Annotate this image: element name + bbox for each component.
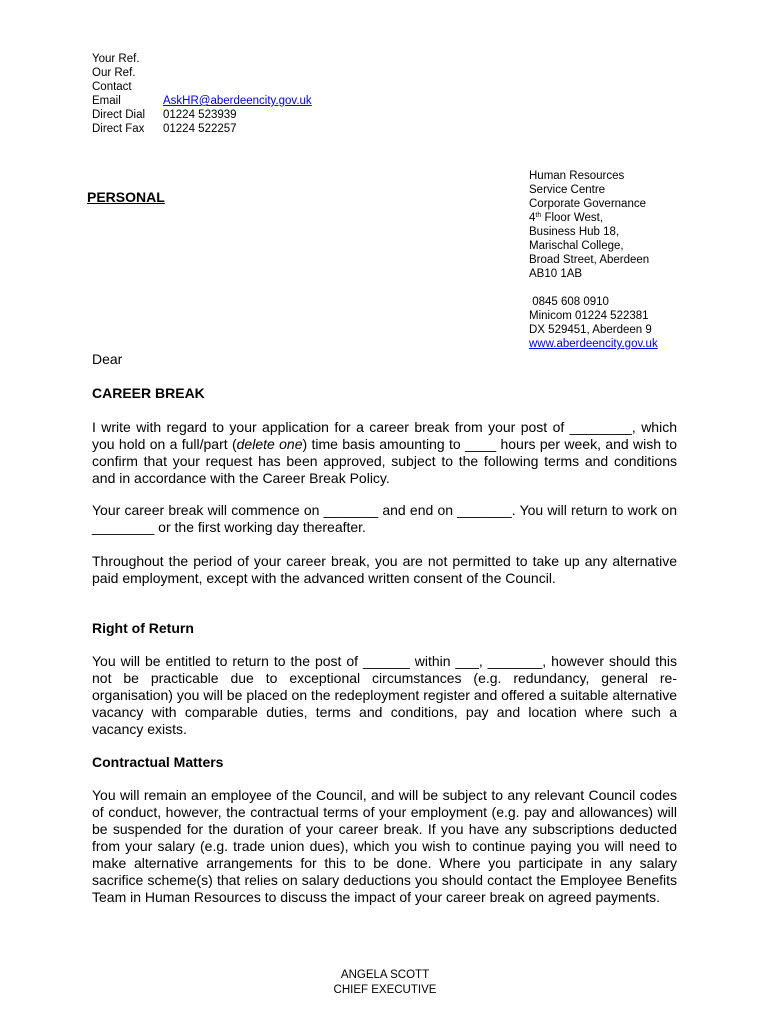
contact-row [92,80,312,94]
paragraph-return [92,653,677,738]
address-line-1: Human Resources [529,170,625,182]
signature-footer [0,968,770,998]
direct-dial-label: Direct Dial [92,109,146,121]
para1-emphasis: delete one [236,436,303,452]
direct-dial-row [92,108,312,122]
para1-text-a: I write with regard to your application for a career break from your post of ________, which you hold on a full/part ( [92,419,677,452]
floor-number: 4 [529,212,536,224]
heading-contractual-matters: Contractual Matters [92,754,224,770]
your-ref-label: Your Ref. [92,53,140,65]
floor-suffix: th [535,212,542,219]
direct-fax-label: Direct Fax [92,123,145,135]
floor-rest: Floor West, [541,212,604,224]
contact-label: Contact [92,81,132,93]
address-line-4 [529,211,649,225]
direct-dial-value: 01224 523939 [163,109,237,121]
paragraph-contractual [92,787,677,906]
direct-fax-row [92,122,312,136]
sender-address [529,169,649,281]
direct-fax-value: 01224 522257 [163,123,237,135]
sender-contact [529,295,658,351]
minicom-number: Minicom 01224 522381 [529,310,649,322]
personal-label: PERSONAL [87,189,165,205]
para2-text: Your career break will commence on _______ and end on _______. You will return to work on ________ or the first working day thereafter. [92,502,677,535]
address-line-7: Broad Street, Aberdeen [529,254,650,266]
para3-text: Throughout the period of your career break, you are not permitted to take up any alternative paid employment, except with the advanced written consent of the Council. [92,553,677,586]
reference-block [92,52,312,136]
phone-number-text: 0845 608 0910 [532,296,609,308]
website-row [529,337,658,351]
para4-text: You will be entitled to return to the post of ______ within ___, _______, however should this not be practicable due to exceptional circumstances (e.g. redundancy, general re-organisation) you will be placed on the redeployment register and offered a suitable alternative vacancy with comparable duties, terms and conditions, pay and location where such a vacancy exists. [92,653,677,737]
your-ref-row [92,52,312,66]
our-ref-label: Our Ref. [92,67,136,79]
heading-right-of-return: Right of Return [92,620,194,636]
address-line-5: Business Hub 18, [529,226,620,238]
website-link[interactable]: www.aberdeencity.gov.uk [529,338,658,350]
signatory-name: ANGELA SCOTT [340,969,430,981]
paragraph-dates [92,502,677,536]
address-line-2: Service Centre [529,184,606,196]
letter-title: CAREER BREAK [92,385,205,401]
para5-text: You will remain an employee of the Council, and will be subject to any relevant Council codes of conduct, however, the contractual terms of your employment (e.g. pay and allowances) will be suspended for the duration of your career break. If you have any subscriptions deducted from your salary (e.g. trade union dues), which you wish to continue paying you will need to make alternative arrangements for this to be done. Where you participate in any salary sacrifice scheme(s) that relies on salary deductions you should contact the Employee Benefits Team in Human Resources to discuss the impact of your career break on agreed payments. [92,787,677,905]
email-row [92,94,312,108]
paragraph-application [92,419,677,487]
signatory-role: CHIEF EXECUTIVE [333,984,437,996]
salutation: Dear [92,351,123,367]
our-ref-row [92,66,312,80]
address-line-8: AB10 1AB [529,268,583,280]
paragraph-employment [92,553,677,587]
email-label: Email [92,95,121,107]
address-line-3: Corporate Governance [529,198,646,210]
para1-text-b: ) time basis amounting to ____ hours per week, and wish to confirm that your request has been approved, subject to the following terms and conditions and in accordance with the Career Break Policy. [92,436,677,486]
phone-number [529,295,658,309]
email-link[interactable]: AskHR@aberdeencity.gov.uk [163,95,312,107]
dx-number: DX 529451, Aberdeen 9 [529,324,652,336]
address-line-6: Marischal College, [529,240,624,252]
